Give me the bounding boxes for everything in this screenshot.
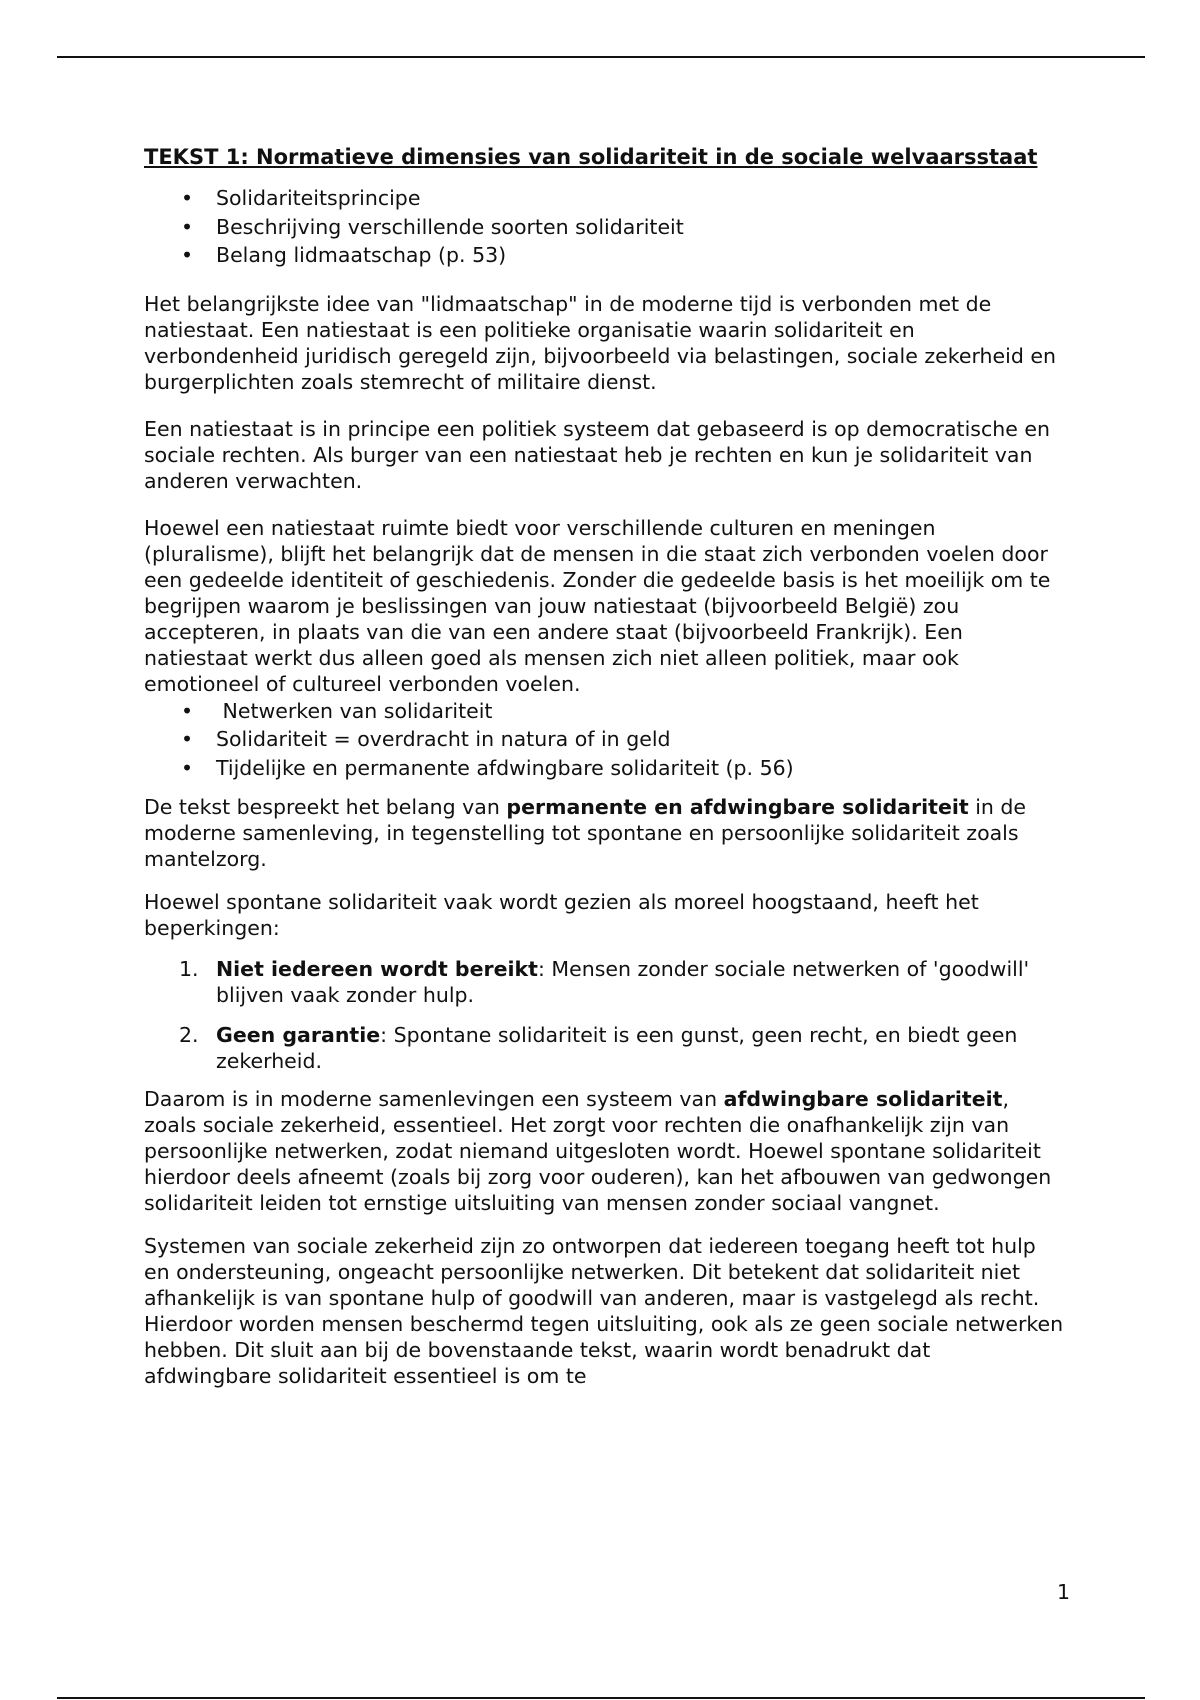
document-body: [144, 144, 1064, 1389]
paragraph-text: De tekst bespreekt het belang van: [144, 795, 507, 819]
list-number: 2.: [179, 1023, 199, 1047]
numbered-item: [179, 1022, 1064, 1074]
paragraph-pluralisme: Hoewel een natiestaat ruimte biedt voor verschillende culturen en meningen (pluralisme), blijft het belangrijk dat de mensen in die staat zich verbonden voelen door een gedeelde identiteit of geschiedenis. Zonder die gedeelde basis is het moeilijk om te begrijpen waarom je beslissingen van jouw natiestaat (bijvoorbeeld België) zou accepteren, in plaats van die van een andere staat (bijvoorbeeld Frankrijk). Een natiestaat werkt dus alleen goed als mensen zich niet alleen politiek, maar ook emotioneel of cultureel verbonden voelen.: [144, 515, 1051, 696]
paragraph-sociale-zekerheid: [144, 1086, 1064, 1216]
paragraph-lidmaatschap: Het belangrijkste idee van "lidmaatschap" in de moderne tijd is verbonden met de natiestaat. Een natiestaat is een politieke organisatie waarin solidariteit en verbondenheid juridisch geregeld zijn, bijvoorbeeld via belastingen, sociale zekerheid en burgerplichten zoals stemrecht of militaire dienst.: [144, 291, 1056, 394]
list-item: • Solidariteitsprincipe: [216, 184, 1064, 213]
list-item: • Belang lidmaatschap (p. 53): [216, 241, 1064, 270]
paragraph-text: Daarom is in moderne samenlevingen een systeem van: [144, 1087, 724, 1111]
list-item: • Beschrijving verschillende soorten solidariteit: [216, 213, 1064, 242]
paragraph-natiestaat-rechten: Een natiestaat is in principe een politiek systeem dat gebaseerd is op democratische en sociale rechten. Als burger van een natiestaat heb je rechten en kun je solidariteit van anderen verwachten.: [144, 416, 1050, 493]
footer-rule: [57, 1697, 1145, 1699]
document-title: TEKST 1: Normatieve dimensies van solidariteit in de sociale welvaarsstaat: [144, 145, 1038, 169]
paragraph-systemen: Systemen van sociale zekerheid zijn zo ontworpen dat iedereen toegang heeft tot hulp en ondersteuning, ongeacht persoonlijke netwerken. Dit betekent dat solidariteit niet afhankelijk is van spontane hulp of goodwill van anderen, maar is vastgelegd als recht. Hierdoor worden mensen beschermd tegen uitsluiting, ook als ze geen sociale netwerken hebben. Dit sluit aan bij de bovenstaande tekst, waarin wordt benadrukt dat afdwingbare solidariteit essentieel is om te: [144, 1234, 1064, 1388]
item-text: : Mensen zonder sociale netwerken of 'goodwill' blijven vaak zonder hulp.: [216, 957, 1030, 1007]
paragraph-text: , zoals sociale zekerheid, essentieel. Het zorgt voor rechten die onafhankelijk zijn van persoonlijke netwerken, zodat niemand uitgesloten wordt. Hoewel spontane solidariteit hierdoor deels afneemt (zoals bij zorg voor ouderen), kan het afbouwen van gedwongen solidariteit leiden tot ernstige uitsluiting van mensen zonder sociaal vangnet.: [144, 1087, 1052, 1215]
paragraph-beperkingen: Hoewel spontane solidariteit vaak wordt gezien als moreel hoogstaand, heeft het beperkingen:: [144, 890, 979, 940]
bold-text: afdwingbare solidariteit: [723, 1087, 1003, 1111]
list-number: 1.: [179, 957, 199, 981]
bullet-list-topics: [144, 184, 1064, 270]
bold-text: Niet iedereen wordt bereikt: [216, 957, 538, 981]
paragraph-text: in de moderne samenleving, in tegenstelling tot spontane en persoonlijke solidariteit zoals mantelzorg.: [144, 795, 1027, 871]
item-text: : Spontane solidariteit is een gunst, geen recht, en biedt geen zekerheid.: [216, 1023, 1018, 1073]
numbered-item: [179, 956, 1064, 1008]
numbered-list-beperkingen: [144, 956, 1064, 1074]
bullet-list-netwerken: [144, 697, 1064, 783]
paragraph-afdwingbare-solidariteit: [144, 794, 1064, 872]
bold-text: Geen garantie: [216, 1023, 381, 1047]
page-number: 1: [1056, 1580, 1070, 1604]
header-rule: [57, 56, 1145, 58]
list-item: • Netwerken van solidariteit: [216, 697, 1064, 726]
bold-text: permanente en afdwingbare solidariteit: [506, 795, 969, 819]
list-item: • Solidariteit = overdracht in natura of in geld: [216, 725, 1064, 754]
list-item: • Tijdelijke en permanente afdwingbare solidariteit (p. 56): [216, 754, 1064, 783]
